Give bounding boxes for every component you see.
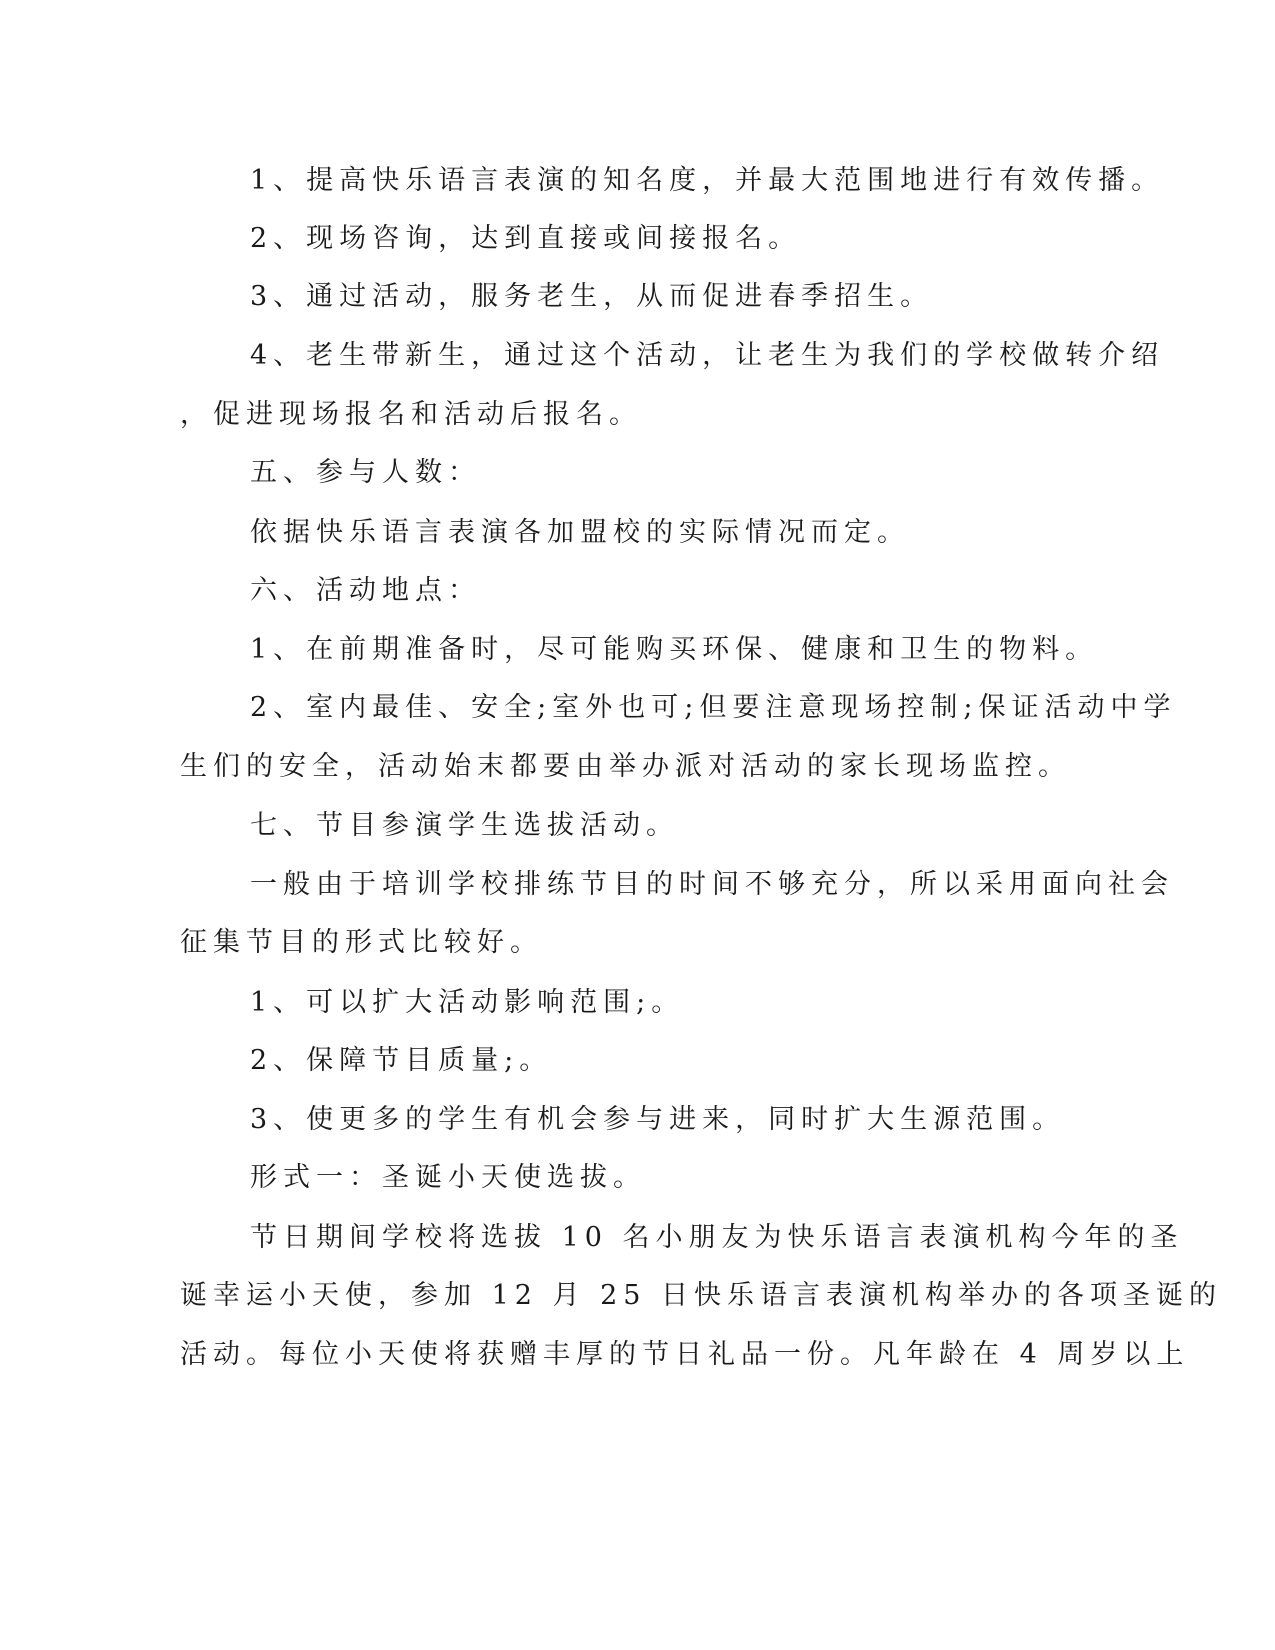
text-line: 1、提高快乐语言表演的知名度，并最大范围地进行有效传播。 [250,165,1165,196]
text-line: 活动。每位小天使将获赠丰厚的节日礼品一份。凡年龄在 4 周岁以上 [180,1339,1190,1370]
section-heading: 六、活动地点： [250,575,481,606]
text-line: 1、在前期准备时，尽可能购买环保、健康和卫生的物料。 [250,634,1099,665]
text-line: 形式一：圣诞小天使选拔。 [250,1162,646,1193]
text-line: 生们的安全，活动始末都要由举办派对活动的家长现场监控。 [180,751,1071,782]
text-line: ，促进现场报名和活动后报名。 [180,399,642,430]
section-heading: 五、参与人数： [250,457,481,488]
text-line: 3、通过活动，服务老生，从而促进春季招生。 [250,281,934,312]
text-line: 4、老生带新生，通过这个活动，让老生为我们的学校做转介绍 [250,340,1165,371]
section-heading: 七、节目参演学生选拔活动。 [250,810,679,841]
text-line: 节日期间学校将选拔 10 名小朋友为快乐语言表演机构今年的圣 [250,1222,1184,1253]
text-line: 3、使更多的学生有机会参与进来，同时扩大生源范围。 [250,1104,1066,1135]
text-line: 2、室内最佳、安全;室外也可;但要注意现场控制;保证活动中学 [250,692,1177,723]
text-line: 一般由于培训学校排练节目的时间不够充分，所以采用面向社会 [250,869,1174,900]
text-line: 诞幸运小天使，参加 12 月 25 日快乐语言表演机构举办的各项圣诞的 [180,1280,1223,1311]
text-line: 2、保障节目质量;。 [250,1045,553,1076]
text-line: 征集节目的形式比较好。 [180,927,543,958]
text-line: 2、现场咨询，达到直接或间接报名。 [250,223,802,254]
text-line: 1、可以扩大活动影响范围;。 [250,987,685,1018]
text-line: 依据快乐语言表演各加盟校的实际情况而定。 [250,517,910,548]
